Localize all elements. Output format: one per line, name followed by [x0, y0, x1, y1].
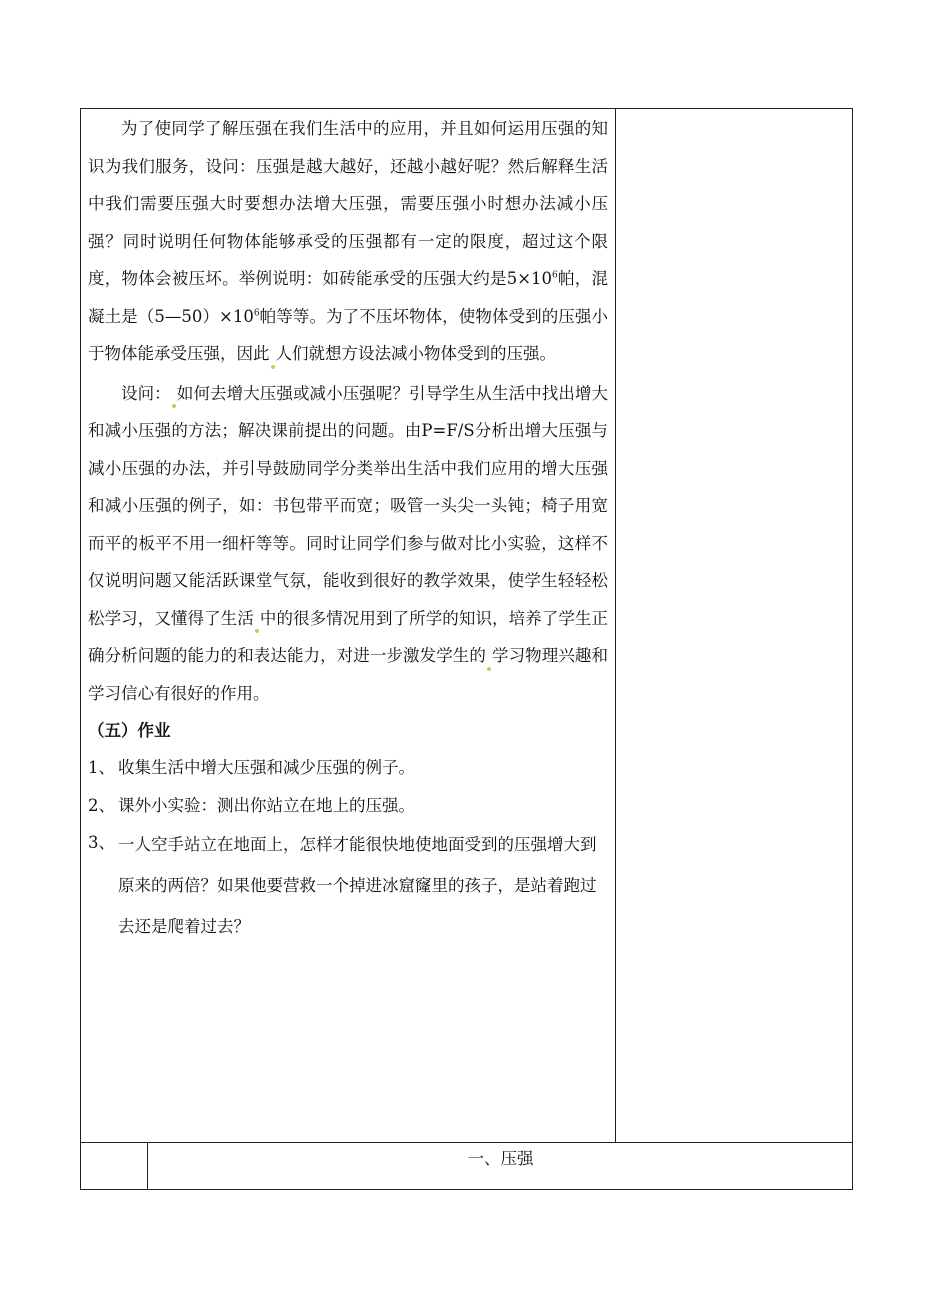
- homework-item: [88, 749, 608, 787]
- column-divider: [615, 108, 616, 1142]
- homework-number: 2、: [88, 795, 115, 815]
- para1-text-a: 为了使同学了解压强在我们生活中的应用，并且如何运用压强的知识为我们服务，设问：压强是越大越好，还越小越好呢？然后解释生活中我们需要压强大时要想办法增大压强，需要压强小时想办法减小压强？同时说明任何物体能够承受的压强都有一定的限度，超过这个限度，物体会被压坏。举例说明：如砖能承受的压强大约是5×10: [88, 119, 608, 288]
- lesson-content-cell: [88, 110, 608, 947]
- homework-list: [88, 749, 608, 947]
- homework-heading: （五）作业: [88, 721, 171, 740]
- homework-number: 3、: [88, 833, 115, 852]
- para1-text-b: 帕，混凝土是（5—50）×10: [88, 269, 608, 326]
- mark-dot: [487, 667, 491, 671]
- homework-item: [88, 824, 608, 947]
- para2-lead: 设问：: [121, 383, 171, 403]
- para1-sup-1: 6: [552, 270, 558, 281]
- mark-dot: [255, 629, 259, 633]
- para2-text-b: 中的很多情况用到了所学的知识，培养了学生正确分析问题的能力的和表达能力，对进一步激发学生的: [88, 608, 609, 665]
- mark-dot: [172, 404, 176, 408]
- homework-number: 1、: [88, 758, 115, 777]
- homework-text: 收集生活中增大压强和减少压强的例子。: [118, 758, 415, 777]
- para2-text-a: 如何去增大压强或减小压强呢？引导学生从生活中找出增大和减小压强的方法；解决课前提出的问题。由P=F/S分析出增大压强与减小压强的办法，并引导鼓励同学分类举出生活中我们应用的增大压强和减小压强的例子，如：书包带平而宽；吸管一头尖一头钝；椅子用宽而平的板平不用一细杆等等。同时让同学们参与做对比小实验，这样不仅说明问题又能活跃课堂气氛，能收到很好的教学效果，使学生轻轻松松学习，又懂得了生活: [88, 383, 609, 628]
- homework-text: 课外小实验：测出你站立在地上的压强。: [118, 795, 415, 815]
- board-heading: 一、压强: [467, 1149, 534, 1168]
- paragraph-question: [88, 375, 608, 713]
- homework-text: 一人空手站立在地面上，怎样才能很快地使地面受到的压强增大到原来的两倍？如果他要营救一个掉进冰窟窿里的孩子，是站着跑过去还是爬着过去？: [118, 835, 597, 936]
- para1-text-d: 人们就想方设法减小物体受到的压强。: [275, 344, 556, 363]
- para2-text-c: 学习物理兴趣和学习信心有很好的作用。: [88, 646, 609, 703]
- homework-item: [88, 787, 608, 825]
- para1-text-c: 帕等等。为了不压坏物体，使物体受到的压强小于物体能承受压强，因此: [88, 306, 608, 363]
- mark-dot: [271, 365, 275, 369]
- para1-sup-2: 6: [253, 308, 260, 318]
- paragraph-application: [88, 110, 608, 373]
